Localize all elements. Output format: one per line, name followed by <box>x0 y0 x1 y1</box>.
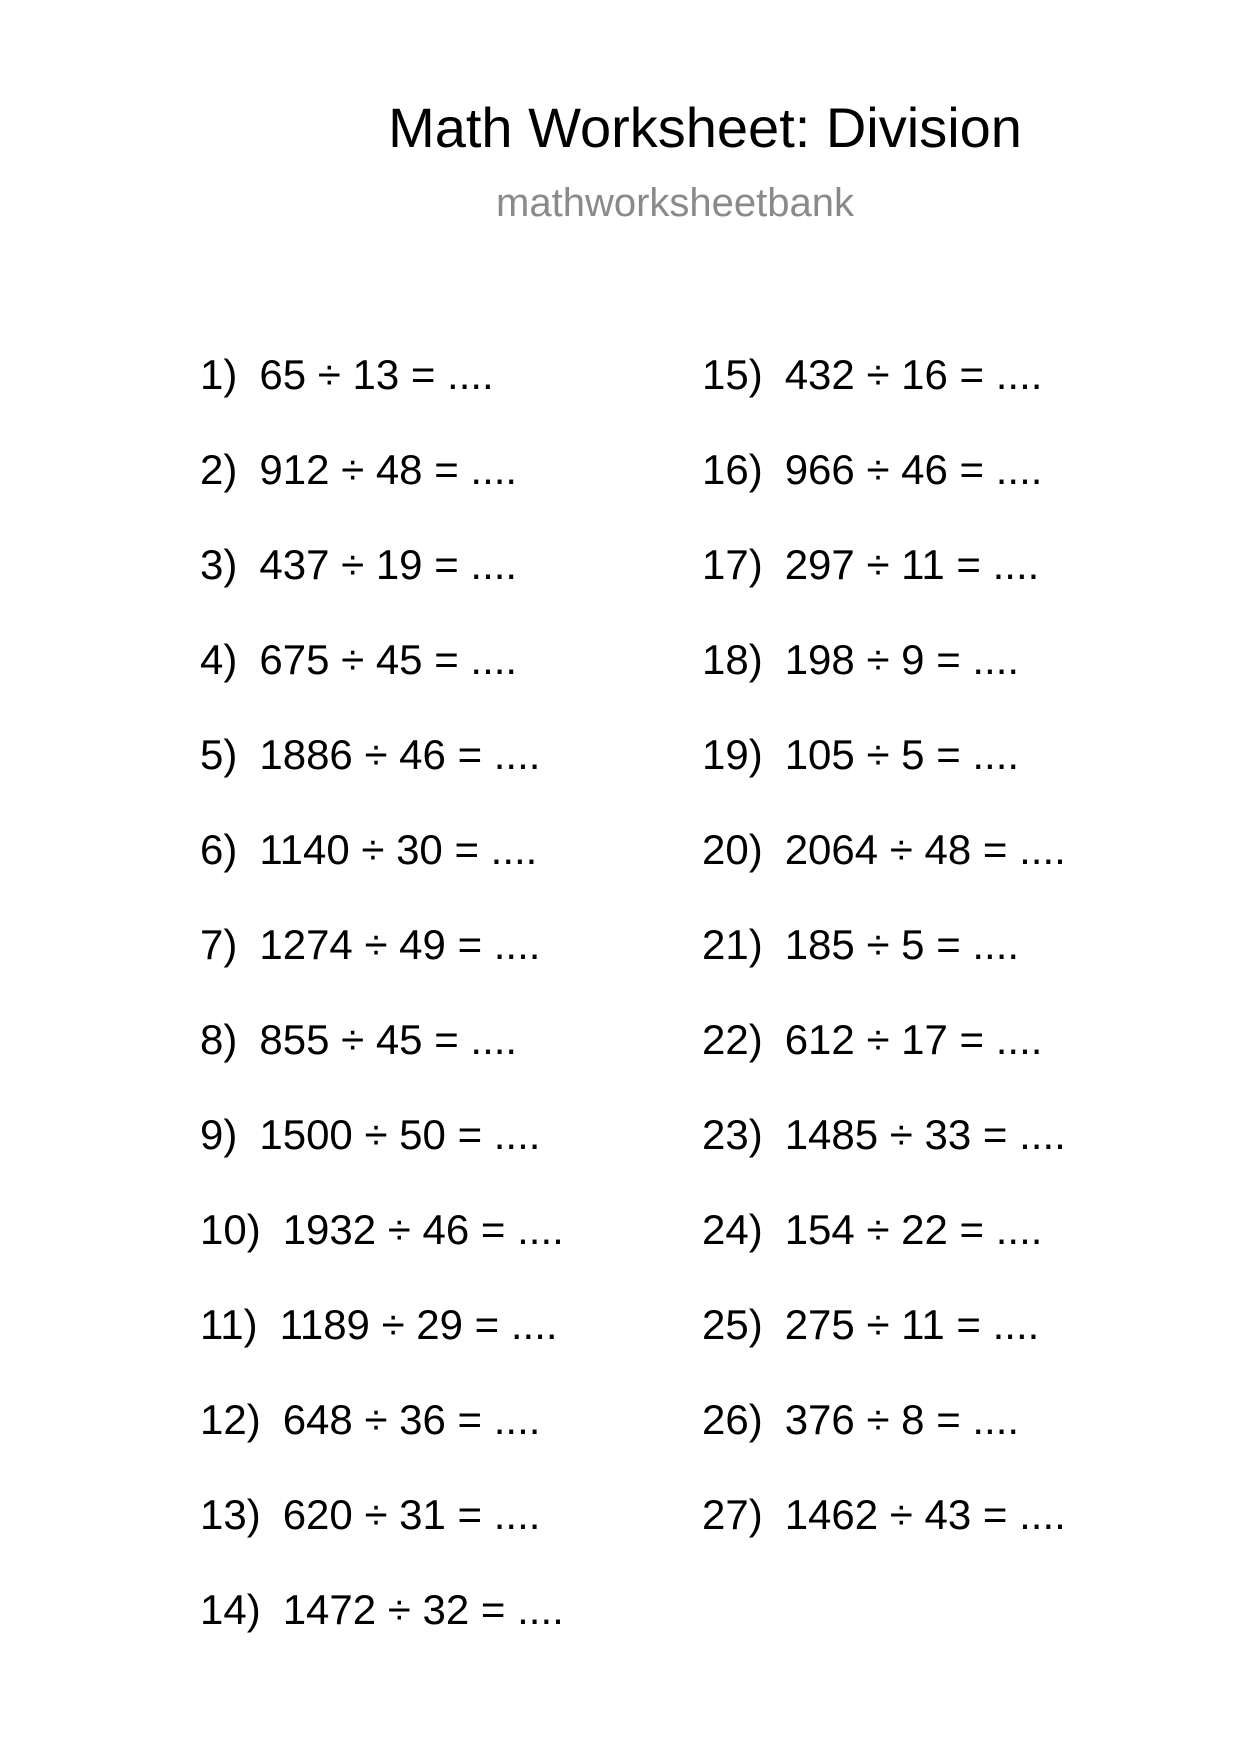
problem-expression: 185 ÷ 5 = .... <box>784 921 1020 968</box>
problem-item <box>702 730 1222 825</box>
problem-expression: 1274 ÷ 49 = .... <box>259 921 541 968</box>
problem-item <box>702 350 1222 445</box>
problem-item <box>200 1395 720 1490</box>
problem-expression: 966 ÷ 46 = .... <box>784 446 1043 493</box>
problem-expression: 105 ÷ 5 = .... <box>784 731 1020 778</box>
problem-item <box>200 920 720 1015</box>
problem-number: 20) <box>702 826 763 873</box>
problem-expression: 376 ÷ 8 = .... <box>784 1396 1020 1443</box>
problem-item <box>702 1300 1222 1395</box>
problem-number: 15) <box>702 351 763 398</box>
problem-item <box>200 350 720 445</box>
problem-item <box>702 920 1222 1015</box>
problem-expression: 1189 ÷ 29 = .... <box>279 1301 558 1348</box>
problem-expression: 612 ÷ 17 = .... <box>784 1016 1043 1063</box>
problem-number: 10) <box>200 1206 261 1253</box>
problem-expression: 437 ÷ 19 = .... <box>259 541 518 588</box>
problem-item <box>702 1205 1222 1300</box>
problem-number: 9) <box>200 1111 238 1158</box>
problem-number: 16) <box>702 446 763 493</box>
problem-item <box>200 1205 720 1300</box>
problem-number: 6) <box>200 826 238 873</box>
problem-item <box>200 1490 720 1585</box>
page-title: Math Worksheet: Division <box>388 96 1022 159</box>
problem-item <box>200 1015 720 1110</box>
problem-expression: 1472 ÷ 32 = .... <box>282 1586 564 1633</box>
problem-expression: 432 ÷ 16 = .... <box>784 351 1043 398</box>
problem-expression: 65 ÷ 13 = .... <box>259 351 494 398</box>
problem-number: 7) <box>200 921 238 968</box>
problem-expression: 648 ÷ 36 = .... <box>282 1396 541 1443</box>
problem-expression: 1886 ÷ 46 = .... <box>259 731 541 778</box>
problem-expression: 855 ÷ 45 = .... <box>259 1016 518 1063</box>
problem-expression: 154 ÷ 22 = .... <box>784 1206 1043 1253</box>
problem-item <box>702 1015 1222 1110</box>
problem-expression: 1500 ÷ 50 = .... <box>259 1111 541 1158</box>
problem-expression: 198 ÷ 9 = .... <box>784 636 1020 683</box>
problem-expression: 675 ÷ 45 = .... <box>259 636 518 683</box>
problem-number: 11) <box>200 1301 258 1348</box>
problem-item <box>200 1300 720 1395</box>
problem-item <box>200 540 720 635</box>
problem-item <box>200 1585 720 1680</box>
problem-item <box>702 1395 1222 1490</box>
problem-number: 21) <box>702 921 763 968</box>
problem-number: 23) <box>702 1111 763 1158</box>
problem-expression: 2064 ÷ 48 = .... <box>784 826 1066 873</box>
problem-item <box>200 825 720 920</box>
problem-expression: 620 ÷ 31 = .... <box>282 1491 541 1538</box>
problem-number: 14) <box>200 1586 261 1633</box>
problem-number: 13) <box>200 1491 261 1538</box>
problem-number: 26) <box>702 1396 763 1443</box>
problem-number: 8) <box>200 1016 238 1063</box>
problem-number: 4) <box>200 636 238 683</box>
problem-number: 5) <box>200 731 238 778</box>
problem-number: 3) <box>200 541 238 588</box>
problem-item <box>200 445 720 540</box>
problem-number: 24) <box>702 1206 763 1253</box>
problem-number: 17) <box>702 541 763 588</box>
problem-number: 22) <box>702 1016 763 1063</box>
problem-number: 19) <box>702 731 763 778</box>
problem-number: 2) <box>200 446 238 493</box>
problem-expression: 912 ÷ 48 = .... <box>259 446 518 493</box>
problem-number: 27) <box>702 1491 763 1538</box>
problem-item <box>200 635 720 730</box>
problem-column-left <box>200 350 720 1680</box>
problem-number: 12) <box>200 1396 261 1443</box>
page-subtitle: mathworksheetbank <box>496 181 854 225</box>
problem-item <box>200 1110 720 1205</box>
problem-number: 18) <box>702 636 763 683</box>
problem-number: 1) <box>200 351 238 398</box>
problem-item <box>702 1110 1222 1205</box>
problem-column-right <box>702 350 1222 1585</box>
problem-expression: 1462 ÷ 43 = .... <box>784 1491 1066 1538</box>
problem-item <box>200 730 720 825</box>
problem-expression: 1485 ÷ 33 = .... <box>784 1111 1066 1158</box>
problem-expression: 1140 ÷ 30 = .... <box>259 826 538 873</box>
problem-item <box>702 1490 1222 1585</box>
problem-item <box>702 445 1222 540</box>
problem-item <box>702 540 1222 635</box>
problem-number: 25) <box>702 1301 763 1348</box>
problem-item <box>702 635 1222 730</box>
problem-expression: 297 ÷ 11 = .... <box>784 541 1040 588</box>
problem-expression: 275 ÷ 11 = .... <box>784 1301 1040 1348</box>
problem-expression: 1932 ÷ 46 = .... <box>282 1206 564 1253</box>
problem-item <box>702 825 1222 920</box>
